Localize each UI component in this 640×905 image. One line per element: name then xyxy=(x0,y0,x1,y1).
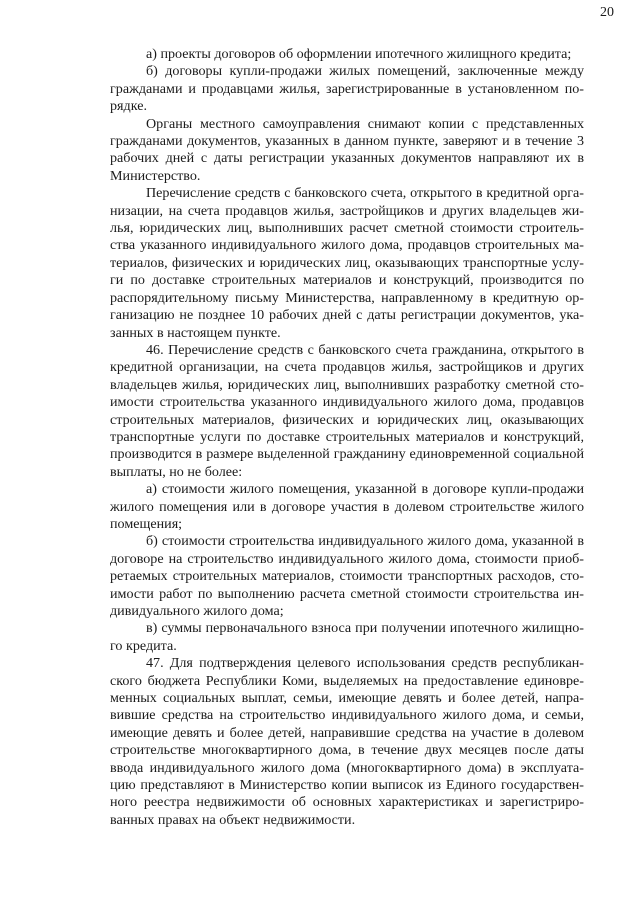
paragraph-funds-transfer: Перечисление средств с банковского счета, открытого в кредитной организации, на счета продавцов жилья, застройщиков и других владельцев жилья, юридических лиц, выполнивших расчет сметной стоимости строительства указанного индивидуального жилого дома, продавцов строительных материалов, физических и юридических лиц, оказывающих транспортные услуги по доставке строительных материалов и конструкций, производится по распорядительному письму Министерства, направленному в кредитную организацию не позднее 10 рабочих дней с даты регистрации документов, указанных в настоящем пункте. xyxy=(110,185,584,341)
paragraph-clause-46-item-b: б) стоимости строительства индивидуального жилого дома, указанной в договоре на строительство индивидуального жилого дома, стоимости приобретаемых строительных материалов, стоимости транспортных расходов, стоимости работ по выполнению расчета сметной стоимости строительства индивидуального жилого дома; xyxy=(110,533,584,619)
paragraph-clause-47: 47. Для подтверждения целевого использования средств республиканского бюджета Республики Коми, выделяемых на предоставление единовременных социальных выплат, семьи, имеющие девять и более детей, направившие средства на строительство индивидуального жилого дома, и семьи, имеющие девять и более детей, направившие средства на участие в долевом строительстве многоквартирного дома, в течение двух месяцев после даты ввода индивидуального жилого дома (многоквартирного дома) в эксплуатацию представляют в Министерство копии выписок из Единого государственного реестра недвижимости об основных характеристиках и зарегистрированных правах на объект недвижимости. xyxy=(110,655,584,828)
paragraph-clause-46: 46. Перечисление средств с банковского счета гражданина, открытого в кредитной организации, на счета продавцов жилья, застройщиков и других владельцев жилья, юридических лиц, выполнивших разработку сметной стоимости строительства указанного индивидуального жилого дома, продавцов строительных материалов, физических и юридических лиц, оказывающих транспортные услуги по доставке строительных материалов и конструкций, производится в размере выделенной гражданину единовременной социальной выплаты, но не более: xyxy=(110,341,584,480)
paragraph-item-b-sale-contracts: б) договоры купли-продажи жилых помещений, заключенные между гражданами и продавцами жилья, зарегистрированные в установленном порядке. xyxy=(110,63,584,115)
page-number: 20 xyxy=(600,5,614,20)
document-body xyxy=(110,46,584,829)
paragraph-clause-46-item-c: в) суммы первоначального взноса при получении ипотечного жилищного кредита. xyxy=(110,620,584,654)
paragraph-item-a-mortgage-drafts: а) проекты договоров об оформлении ипотечного жилищного кредита; xyxy=(146,46,572,62)
paragraph-local-government-copies: Органы местного самоуправления снимают копии с представленных гражданами документов, указанных в данном пункте, заверяют и в течение 3 рабочих дней с даты регистрации указанных документов направляют их в Министерство. xyxy=(110,115,584,184)
paragraph-clause-46-item-a: а) стоимости жилого помещения, указанной в договоре купли-продажи жилого помещения или в договоре участия в долевом строительстве жилого помещения; xyxy=(110,481,584,532)
